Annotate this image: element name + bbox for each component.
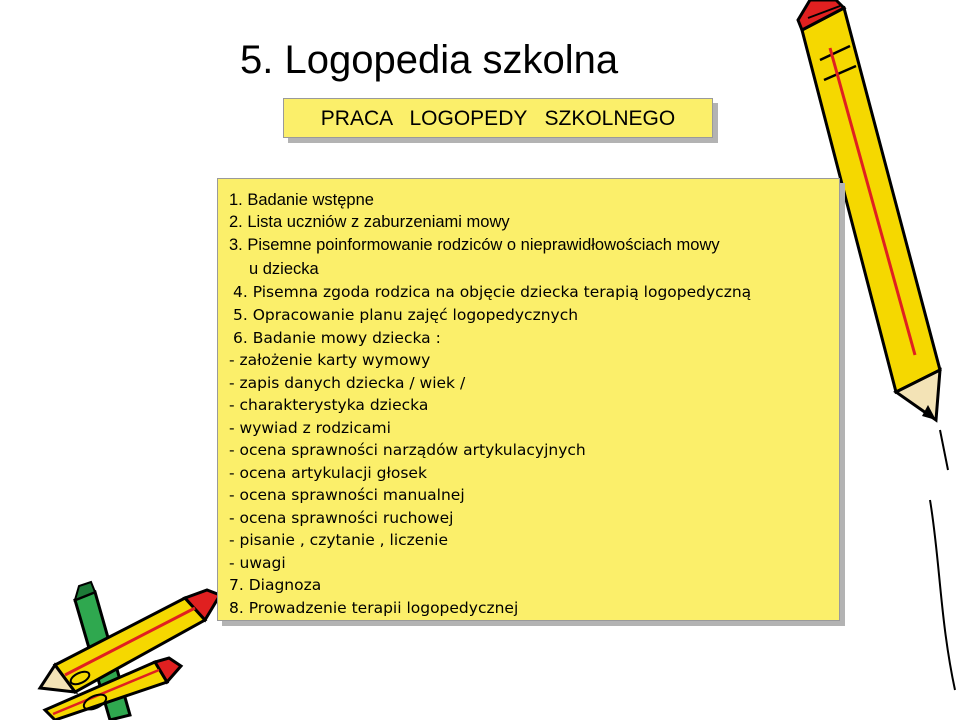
header-box <box>283 98 713 138</box>
list-item: - ocena sprawności narządów artykulacyjnych <box>229 441 586 459</box>
list-item: 6. Badanie mowy dziecka : <box>233 329 441 347</box>
content-box <box>217 178 840 621</box>
list-item: u dziecka <box>249 260 319 278</box>
page-title: 5. Logopedia szkolna <box>240 38 619 82</box>
list-item: 2. Lista uczniów z zaburzeniami mowy <box>229 213 510 231</box>
list-item: - pisanie , czytanie , liczenie <box>229 531 449 549</box>
list-item: - ocena artykulacji głosek <box>229 464 427 482</box>
list-item: 8. Prowadzenie terapii logopedycznej <box>229 599 519 617</box>
list-item: - założenie karty wymowy <box>229 351 431 369</box>
list-item: 4. Pisemna zgoda rodzica na objęcie dziecka terapią logopedyczną <box>233 283 752 301</box>
list-item: 1. Badanie wstępne <box>229 191 374 209</box>
list-item: - uwagi <box>229 554 286 572</box>
list-item: - wywiad z rodzicami <box>229 419 391 437</box>
list-item: - ocena sprawności manualnej <box>229 486 465 504</box>
list-item: - zapis danych dziecka / wiek / <box>229 374 466 392</box>
list-item: 3. Pisemne poinformowanie rodziców o nieprawidłowościach mowy <box>229 236 720 254</box>
list-item: 7. Diagnoza <box>229 576 322 594</box>
header-label: PRACA LOGOPEDY SZKOLNEGO <box>320 107 676 130</box>
list-item: - ocena sprawności ruchowej <box>229 509 454 527</box>
list-item: 5. Opracowanie planu zajęć logopedycznych <box>233 306 579 324</box>
list-item: - charakterystyka dziecka <box>229 396 429 414</box>
